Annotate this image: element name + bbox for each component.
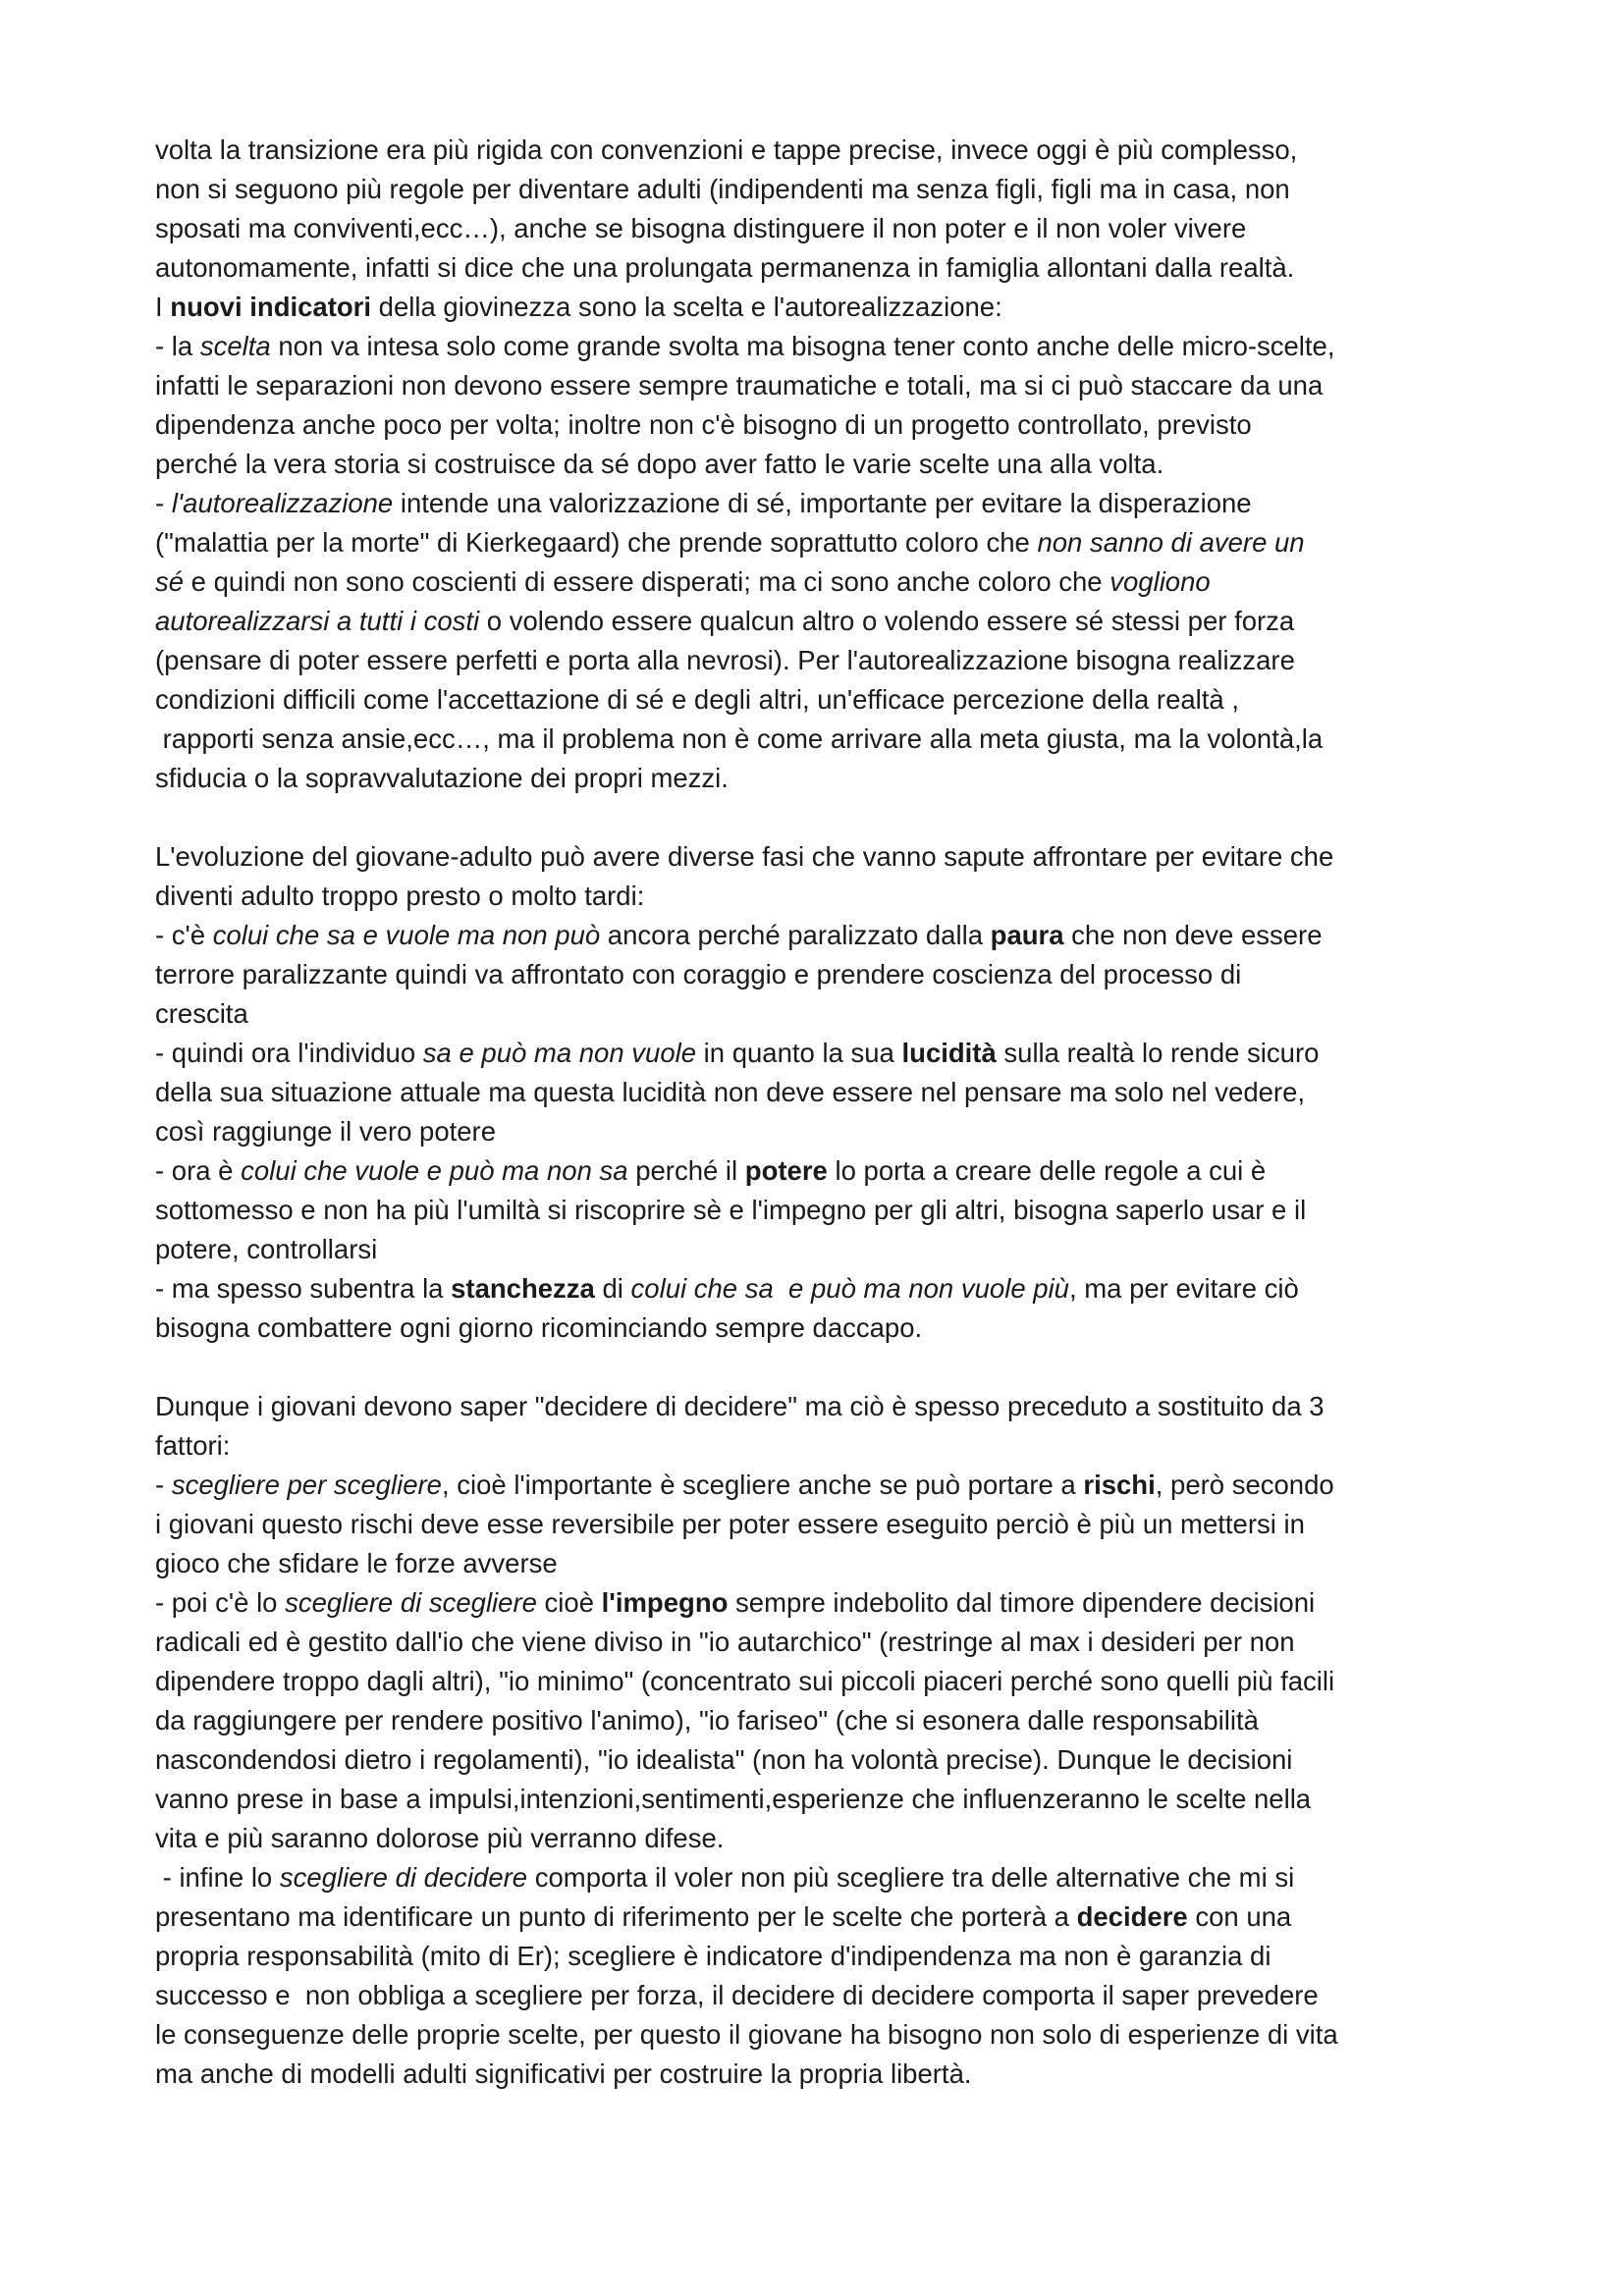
text-run: autonomamente, infatti si dice che una prolungata permanenza in famiglia allontani dalla realtà. [155, 252, 1295, 283]
text-run: o volendo essere qualcun altro o volendo essere sé stessi per forza [479, 606, 1295, 636]
text-line [155, 1819, 1500, 1858]
text-run: infatti le separazioni non devono essere sempre traumatiche e totali, ma si ci può staccare da una [155, 370, 1324, 400]
text-run: i giovani questo rischi deve esse reversibile per poter essere eseguito perciò è più un mettersi in [155, 1509, 1305, 1539]
text-run: - quindi ora l'individuo [155, 1038, 423, 1068]
text-line [155, 1387, 1500, 1426]
text-line [155, 1505, 1500, 1544]
text-line [155, 680, 1500, 720]
text-run: , cioè l'importante è scegliere anche se può portare a [441, 1469, 1084, 1500]
text-line [155, 1034, 1500, 1073]
text-line [155, 877, 1500, 916]
text-line [155, 2015, 1500, 2055]
text-run: - c'è [155, 920, 213, 950]
text-run: , però secondo [1155, 1469, 1334, 1500]
bold-text: rischi [1083, 1469, 1156, 1500]
italic-text: l'autorealizzazione [171, 488, 394, 518]
text-line [155, 445, 1500, 484]
text-line [155, 405, 1500, 445]
text-run: - [155, 488, 172, 518]
text-run: perché la vera storia si costruisce da sé dopo aver fatto le varie scelte una alla volta. [155, 449, 1164, 479]
text-run: gioco che sfidare le forze avverse [155, 1548, 558, 1578]
text-line [155, 1858, 1500, 1897]
text-line [155, 131, 1500, 170]
text-line [155, 1191, 1500, 1230]
paragraph [155, 837, 1500, 1348]
text-run: L'evoluzione del giovane-adulto può avere diverse fasi che vanno sapute affrontare per evitare che [155, 841, 1334, 872]
text-line [155, 209, 1500, 248]
text-line [155, 1073, 1500, 1112]
text-run: così raggiunge il vero potere [155, 1116, 497, 1147]
text-line [155, 1780, 1500, 1819]
text-run: ma anche di modelli adulti significativi per costruire la propria libertà. [155, 2058, 972, 2089]
text-run: lo porta a creare delle regole a cui è [827, 1155, 1267, 1186]
text-line [155, 170, 1500, 209]
text-run: - ma spesso subentra la [155, 1273, 452, 1304]
text-line [155, 484, 1500, 523]
text-run: - [155, 1469, 172, 1500]
text-run: nascondendosi dietro i regolamenti), "io idealista" (non ha volontà precise). Dunque le decisioni [155, 1744, 1293, 1775]
italic-text: colui che sa e vuole ma non può [212, 920, 601, 950]
text-run: - la [155, 331, 200, 361]
text-line [155, 720, 1500, 759]
text-run: di [594, 1273, 631, 1304]
text-line [155, 366, 1500, 405]
italic-text: autorealizzarsi a tutti i costi [155, 606, 480, 636]
text-run: condizioni difficili come l'accettazione di sé e degli altri, un'efficace percezione della realtà , [155, 684, 1239, 715]
text-line [155, 1976, 1500, 2015]
bold-text: lucidità [901, 1038, 997, 1068]
italic-text: vogliono [1109, 566, 1211, 597]
text-line [155, 759, 1500, 798]
text-run: non si seguono più regole per diventare adulti (indipendenti ma senza figli, figli ma in casa, non [155, 174, 1290, 204]
italic-text: scegliere di scegliere [285, 1587, 537, 1618]
paragraph-spacer [155, 1348, 1500, 1387]
text-line [155, 523, 1500, 562]
text-line [155, 1897, 1500, 1937]
text-run: Dunque i giovani devono saper "decidere di decidere" ma ciò è spesso preceduto a sostituito da 3 [155, 1391, 1325, 1421]
text-run: ("malattia per la morte" di Kierkegaard) che prende soprattutto coloro che [155, 527, 1038, 558]
text-line [155, 1151, 1500, 1191]
italic-text: sé [155, 566, 185, 597]
text-line [155, 1269, 1500, 1308]
text-run: che non deve essere [1063, 920, 1323, 950]
text-run: ancora perché paralizzato dalla [600, 920, 991, 950]
text-run: non va intesa solo come grande svolta ma bisogna tener conto anche delle micro-scelte, [270, 331, 1335, 361]
text-run: (pensare di poter essere perfetti e porta alla nevrosi). Per l'autorealizzazione bisogna realizzare [155, 645, 1295, 675]
bold-text: potere [744, 1155, 828, 1186]
document-body [155, 131, 1500, 2094]
bold-text: nuovi indicatori [170, 292, 372, 322]
text-line [155, 1937, 1500, 1976]
text-line [155, 602, 1500, 641]
text-line [155, 562, 1500, 602]
text-line [155, 1544, 1500, 1583]
text-run: sposati ma conviventi,ecc…), anche se bisogna distinguere il non poter e il non voler vivere [155, 213, 1247, 243]
bold-text: l'impegno [601, 1587, 729, 1618]
text-line [155, 1308, 1500, 1348]
text-run: in quanto la sua [696, 1038, 902, 1068]
text-line [155, 955, 1500, 994]
text-run: con una [1187, 1901, 1292, 1932]
italic-text: sa e può ma non vuole [422, 1038, 697, 1068]
text-run: - ora è [155, 1155, 242, 1186]
text-line [155, 1583, 1500, 1623]
text-line [155, 327, 1500, 366]
text-run: diventi adulto troppo presto o molto tardi: [155, 881, 645, 911]
text-line [155, 837, 1500, 877]
text-run: dipendenza anche poco per volta; inoltre non c'è bisogno di un progetto controllato, previsto [155, 409, 1252, 440]
text-line [155, 916, 1500, 955]
text-run: e quindi non sono coscienti di essere disperati; ma ci sono anche coloro che [184, 566, 1110, 597]
bold-text: paura [990, 920, 1064, 950]
text-line [155, 1112, 1500, 1151]
text-run: presentano ma identificare un punto di riferimento per le scelte che porterà a [155, 1901, 1077, 1932]
text-run: fattori: [155, 1430, 231, 1461]
text-run: volta la transizione era più rigida con convenzioni e tappe precise, invece oggi è più complesso, [155, 134, 1298, 165]
text-line [155, 1230, 1500, 1269]
text-run: sfiducia o la sopravvalutazione dei propri mezzi. [155, 763, 729, 793]
text-run: propria responsabilità (mito di Er); scegliere è indicatore d'indipendenza ma non è garanzia di [155, 1941, 1271, 1971]
text-run: bisogna combattere ogni giorno ricominciando sempre daccapo. [155, 1312, 923, 1343]
paragraph [155, 1387, 1500, 2094]
text-line [155, 2055, 1500, 2094]
paragraph-spacer [155, 798, 1500, 837]
text-run: della sua situazione attuale ma questa lucidità non deve essere nel pensare ma solo nel vedere, [155, 1077, 1306, 1107]
text-run: vita e più saranno dolorose più verranno difese. [155, 1823, 725, 1853]
text-line [155, 248, 1500, 288]
text-run: successo e non obbliga a scegliere per forza, il decidere di decidere comporta il saper prevedere [155, 1980, 1319, 2010]
text-run: I [155, 292, 171, 322]
text-run: sulla realtà lo rende sicuro [996, 1038, 1320, 1068]
text-run: da raggiungere per rendere positivo l'animo), "io fariseo" (che si esonera dalle responsabilità [155, 1705, 1259, 1735]
text-run: , ma per evitare ciò [1068, 1273, 1299, 1304]
text-line [155, 1740, 1500, 1780]
text-run: sottomesso e non ha più l'umiltà si riscoprire sè e l'impegno per gli altri, bisogna saperlo usar e il [155, 1195, 1307, 1225]
italic-text: colui che vuole e può ma non sa [241, 1155, 628, 1186]
text-line [155, 1466, 1500, 1505]
bold-text: decidere [1076, 1901, 1188, 1932]
text-run: terrore paralizzante quindi va affrontato con coraggio e prendere coscienza del processo di [155, 959, 1242, 989]
text-run: dipendere troppo dagli altri), "io minimo" (concentrato sui piccoli piaceri perché sono quelli più facili [155, 1666, 1335, 1696]
text-run: rapporti senza ansie,ecc…, ma il problema non è come arrivare alla meta giusta, ma la volontà,la [155, 723, 1324, 754]
text-line [155, 1426, 1500, 1466]
text-line [155, 1701, 1500, 1740]
text-run: della giovinezza sono la scelta e l'autorealizzazione: [371, 292, 1002, 322]
text-run: cioè [536, 1587, 602, 1618]
italic-text: scelta [199, 331, 271, 361]
italic-text: scegliere per scegliere [171, 1469, 442, 1500]
text-run: - poi c'è lo [155, 1587, 286, 1618]
text-run: potere, controllarsi [155, 1234, 378, 1264]
text-run: perché il [627, 1155, 745, 1186]
text-run: radicali ed è gestito dall'io che viene diviso in "io autarchico" (restringe al max i desideri per non [155, 1627, 1295, 1657]
text-line [155, 994, 1500, 1034]
paragraph [155, 131, 1500, 798]
text-line [155, 1623, 1500, 1662]
text-run: sempre indebolito dal timore dipendere decisioni [728, 1587, 1316, 1618]
text-run: vanno prese in base a impulsi,intenzioni,sentimenti,esperienze che influenzeranno le scelte nella [155, 1784, 1312, 1814]
italic-text: non sanno di avere un [1037, 527, 1305, 558]
italic-text: scegliere di decidere [279, 1862, 528, 1893]
text-line [155, 288, 1500, 327]
text-run: comporta il voler non più scegliere tra delle alternative che mi si [527, 1862, 1295, 1893]
text-line [155, 641, 1500, 680]
italic-text: colui che sa e può ma non vuole più [630, 1273, 1069, 1304]
text-run: le conseguenze delle proprie scelte, per questo il giovane ha bisogno non solo di esperienze di vita [155, 2019, 1338, 2050]
text-line [155, 1662, 1500, 1701]
text-run: - infine lo [155, 1862, 280, 1893]
text-run: intende una valorizzazione di sé, importante per evitare la disperazione [393, 488, 1252, 518]
bold-text: stanchezza [451, 1273, 595, 1304]
text-run: crescita [155, 998, 248, 1029]
